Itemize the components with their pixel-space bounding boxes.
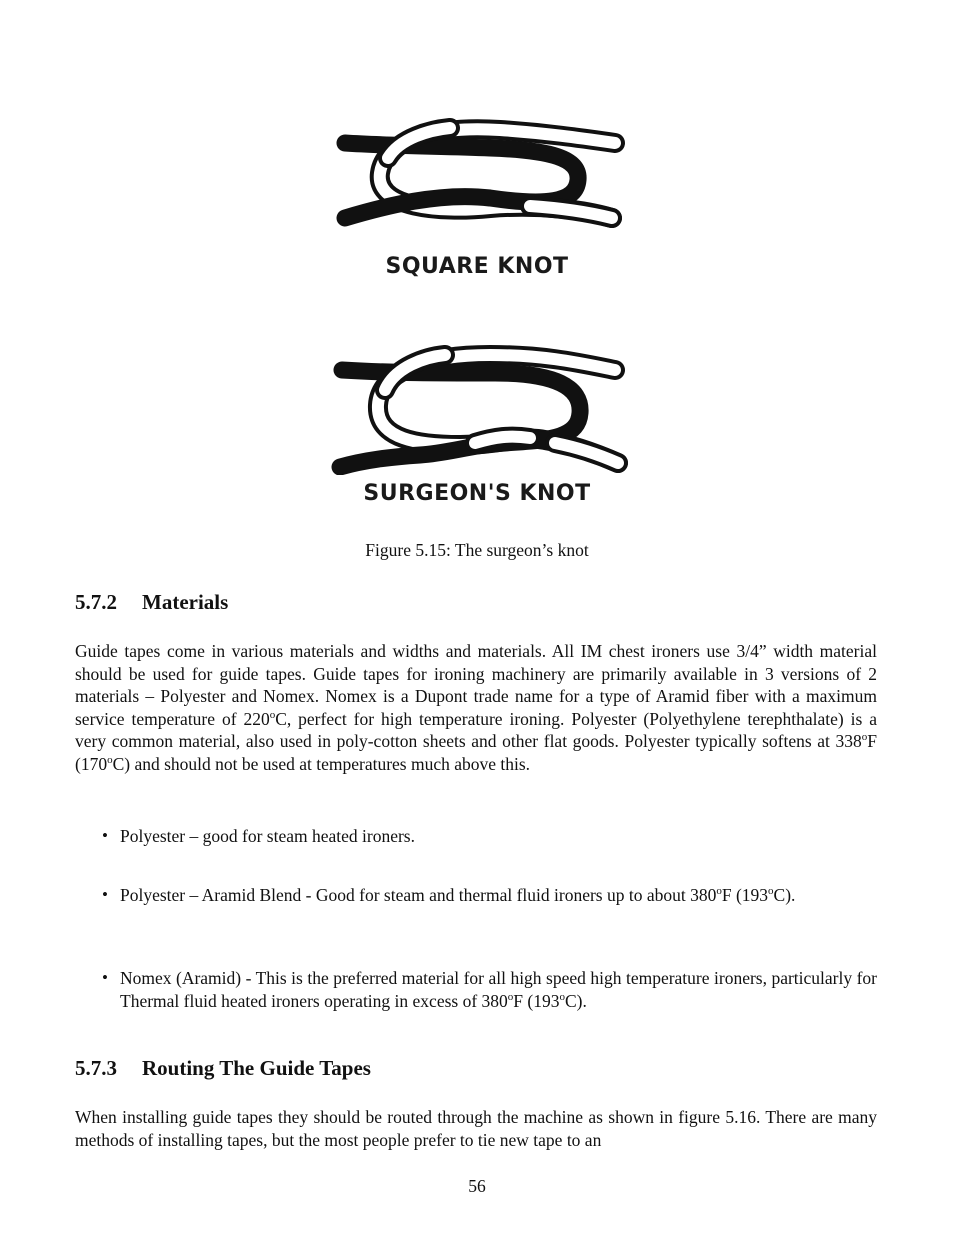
bullet-icon: • — [102, 885, 108, 904]
section-title: Routing The Guide Tapes — [142, 1056, 371, 1080]
list-item: • Polyester – Aramid Blend - Good for steam and thermal fluid ironers up to about 380$^o$F (193$^o$C). — [102, 885, 796, 905]
materials-paragraph: Guide tapes come in various materials and widths and materials. All IM chest ironers use 3/4” width material should be used for guide tapes. Guide tapes for ironing machinery are primarily available in 3 versions of 2 materials – Polyester and Nomex. Nomex is a Dupont trade name for a type of Aramid fiber with a maximum service temperature of 220$^o$C, perfect for high temperature ironing. Polyester (Polyethylene terephthalate) is a very common material, also used in poly-cotton sheets and other flat goods. Polyester typically softens at 338$^o$F (170$^o$C) and should not be used at temperatures much above this. — [75, 641, 877, 774]
section-title: Materials — [142, 590, 229, 614]
page-number: 56 — [468, 1176, 486, 1196]
list-item: • Nomex (Aramid) - This is the preferred material for all high speed high temperature ironers, particularly for Thermal fluid heated ironers operating in excess of 380$^o$F (193$^o$C). — [102, 968, 877, 1011]
section-number: 5.7.3 — [75, 1056, 117, 1080]
surgeons-knot-illustration — [330, 345, 630, 475]
section-heading-routing — [75, 1055, 371, 1081]
square-knot-label: SQUARE KNOT — [385, 254, 569, 279]
list-item: • Polyester – good for steam heated ironers. — [102, 826, 415, 846]
figure-caption: Figure 5.15: The surgeon’s knot — [365, 540, 589, 560]
bullet-icon: • — [102, 826, 108, 845]
section-heading-materials — [75, 589, 228, 615]
routing-paragraph: When installing guide tapes they should be routed through the machine as shown in figure 5.16. There are many methods of installing tapes, but the most people prefer to tie new tape to an — [75, 1107, 877, 1150]
surgeons-knot-label: SURGEON'S KNOT — [363, 481, 591, 506]
bullet-icon: • — [102, 968, 108, 987]
knot-figure — [0, 0, 954, 560]
square-knot-illustration — [330, 118, 630, 238]
section-number: 5.7.2 — [75, 590, 117, 614]
